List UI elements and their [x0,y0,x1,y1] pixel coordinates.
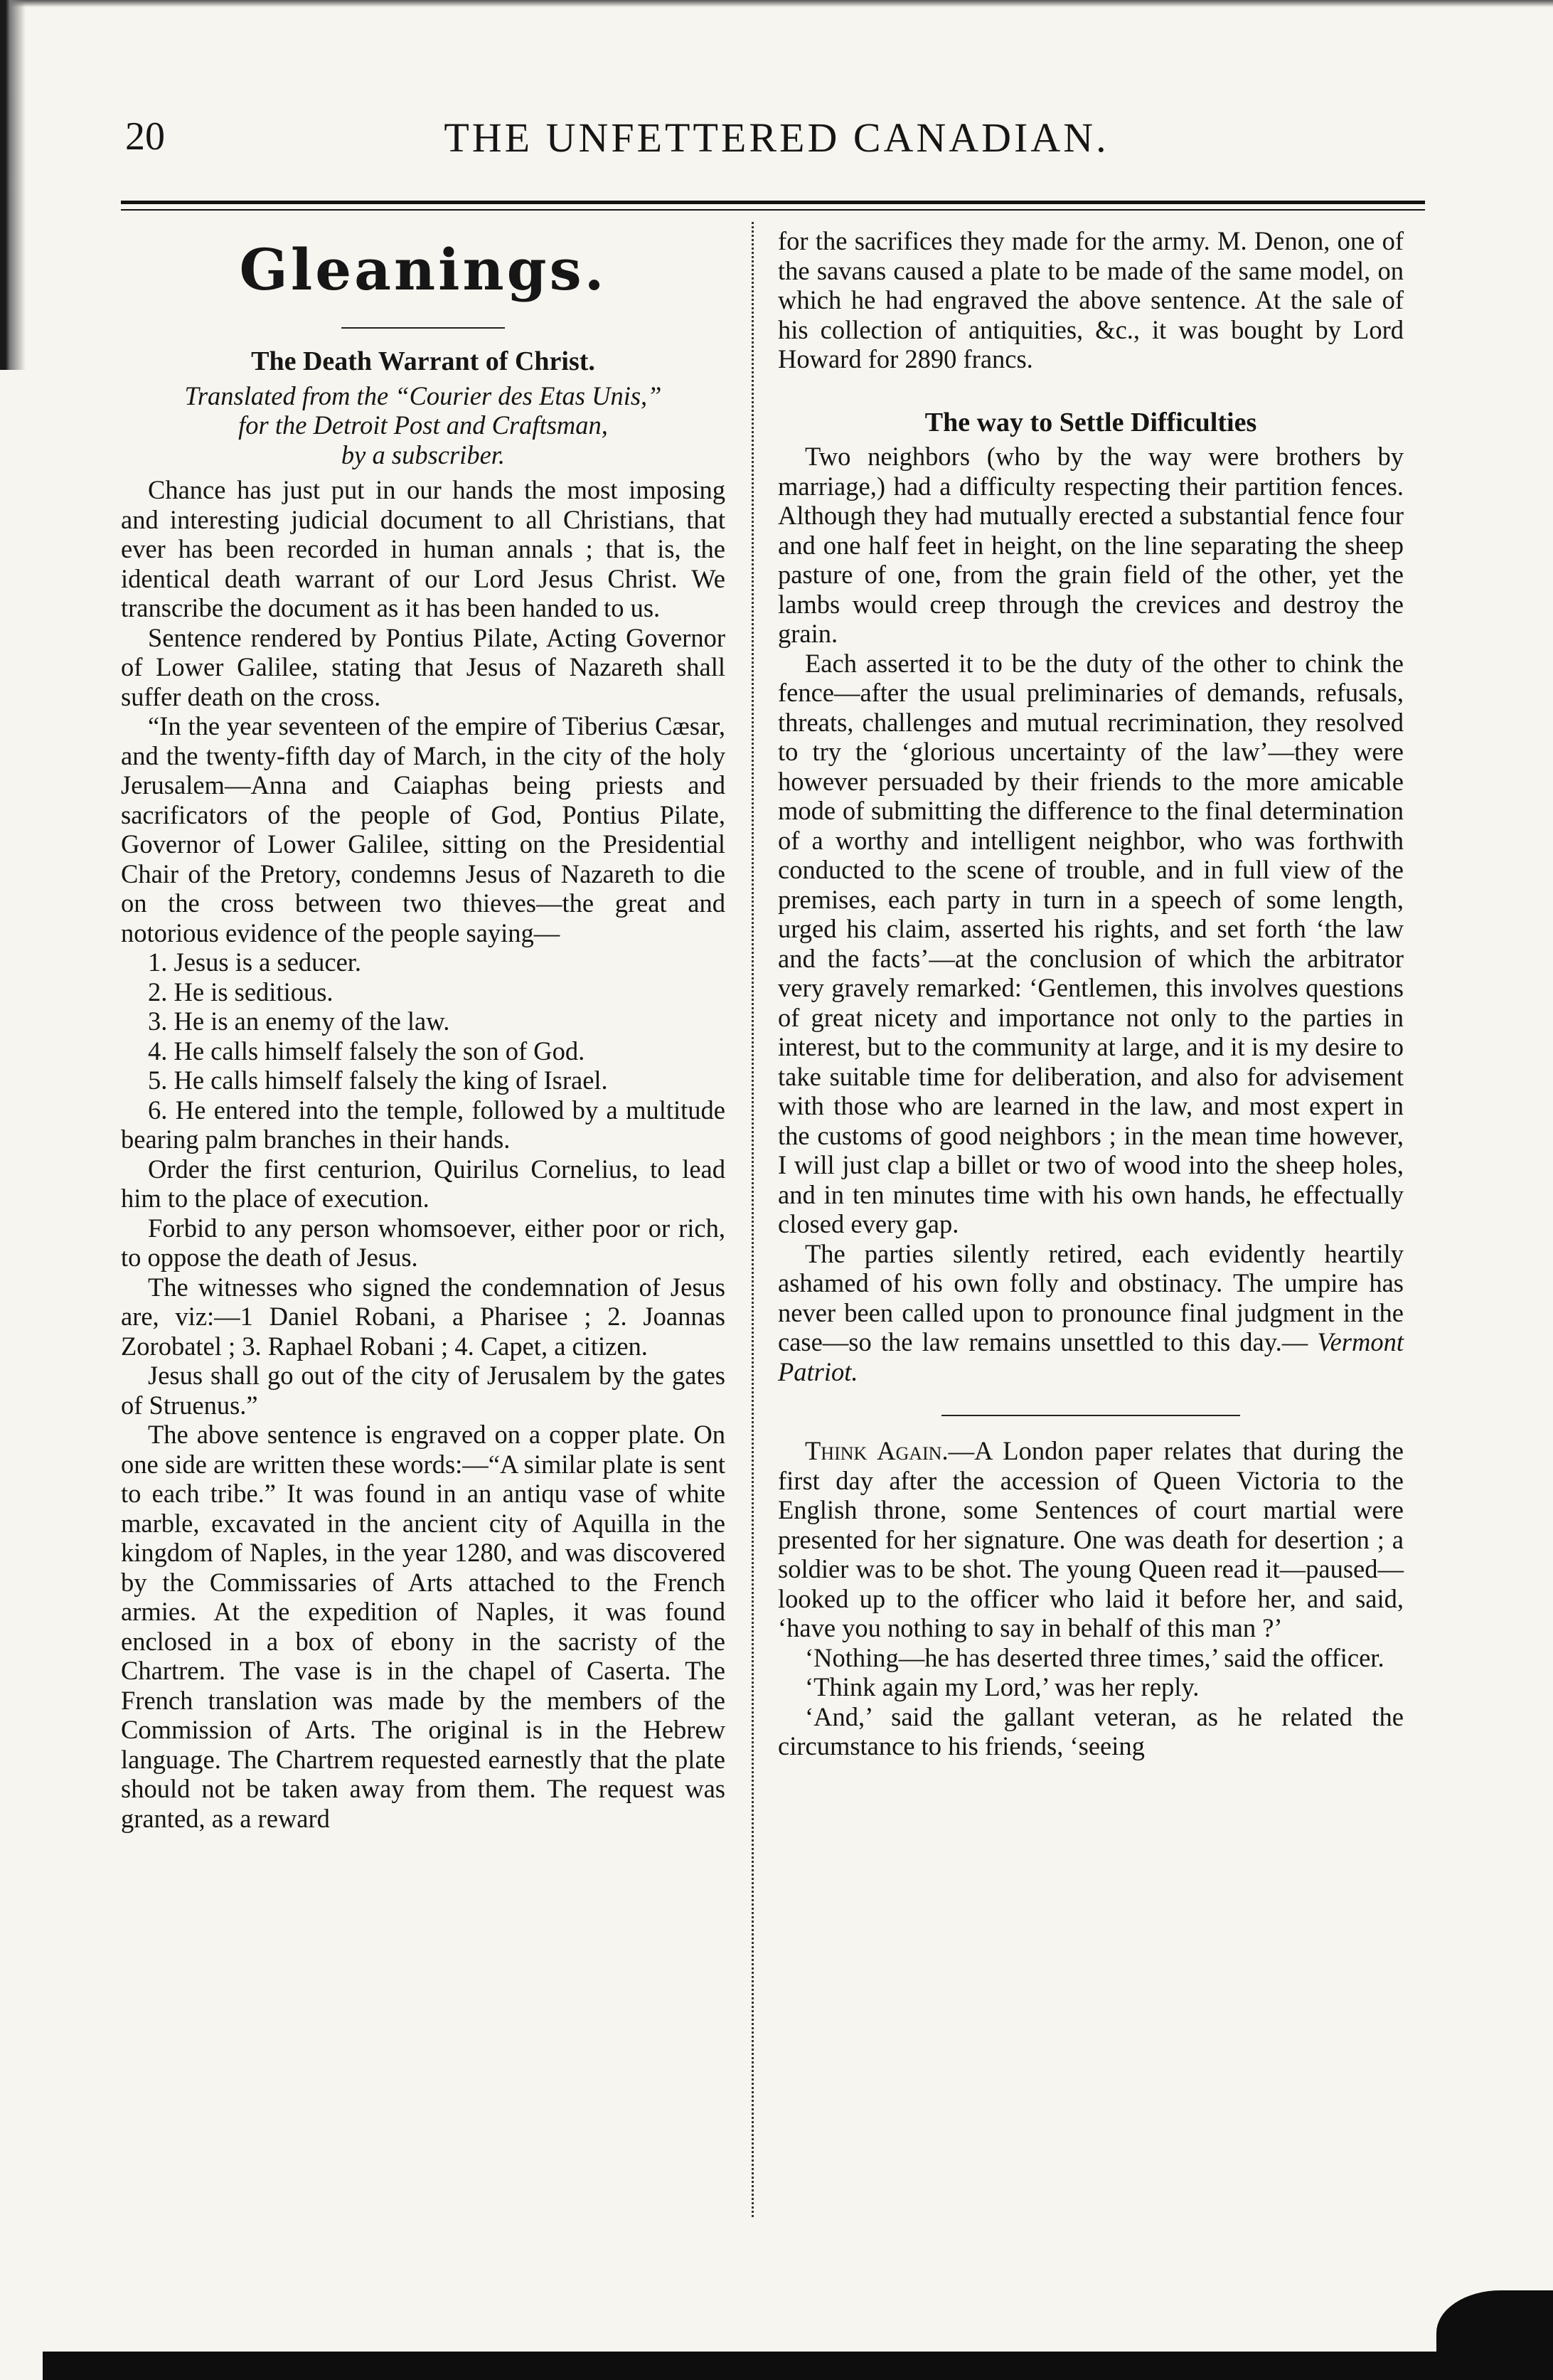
running-title: THE UNFETTERED CANADIAN. [444,115,1109,161]
continuation-paragraph: for the sacrifices they made for the army. M. Denon, one of the savans caused a plate to be made of the same model, on which he had engraved the above sentence. At the sale of his collection of antiquities, &c., it was bought by Lord Howard for 2890 francs. [778,226,1404,373]
charge-item: 4. He calls himself falsely the son of God. [148,1036,585,1066]
think-again-lead: Think Again. [805,1436,949,1465]
sentence-paragraph: Sentence rendered by Pontius Pilate, Acting Governor of Lower Galilee, stating that Jesus of Nazareth shall suffer death on the cross. [121,622,725,711]
article-separator-rule [941,1415,1240,1416]
decree-paragraph: “In the year seventeen of the empire of Tiberius Cæsar, and the twenty-fifth day of March, in the city of the holy Jerusalem—Anna and Caiaphas being priests and sacrificators of the people of God, Pontius Pilate, Governor of Lower Galilee, sitting on the Presidential Chair of the Pretory, condemns Jesus of Nazareth to die on the cross between two thieves—the great and notorious evidence of the people saying— [121,711,725,947]
credit-line-1: Translated from the “Courier des Etas Unis,” [184,381,662,410]
article-title-difficulties: The way to Settle Difficulties [924,407,1257,437]
section-heading: Gleanings. [239,236,607,303]
difficulties-paragraph-2: Each asserted it to be the duty of the other to chink the fence—after the usual preliminaries of demands, refusals, threats, challenges and mutual recrimination, they resolved to try the ‘glorious uncertainty of the law’—they were however persuaded by their friends to the more amicable mode of submitting the difference to the final determination of a worthy and intelligent neighbor, who was forthwith conducted to the scene of trouble, and in full view of the premises, each party in turn in a speech of some length, urged his claim, asserted his rights, and set forth ‘the law and the facts’—at the conclusion of which the arbitrator very gravely remarked: ‘Gentlemen, this involves questions of great nicety and importance not only to the parties in interest, but to the community at large, and it is my desire to take suitable time for deliberation, and also for advisement with those who are learned in the law, and most expert in the customs of good neighbors ; in the mean time however, I will just clap a billet or two of wood into the sheep holes, and in ten minutes time with his own hands, he effectually closed every gap. [778,648,1404,1238]
heading-rule [341,327,505,329]
think-again-p1-text: —A London paper relates that during the first day after the accession of Queen Victoria to the English throne, some Sentences of court martial were presented for her signature. One was death for desertion ; a soldier was to be shot. The young Queen read it—paused—looked up to the officer who laid it before her, and said, ‘have you nothing to say in behalf of this man ?’ [778,1436,1404,1642]
scan-edge-top [0,0,1553,7]
charge-item: 2. He is seditious. [148,977,333,1006]
order-paragraph: Order the first centurion, Quirilus Cornelius, to lead him to the place of execution. [121,1154,725,1213]
gates-paragraph: Jesus shall go out of the city of Jerusalem by the gates of Struenus.” [121,1361,725,1420]
charge-item: 3. He is an enemy of the law. [148,1006,450,1036]
header-rule-thin [121,209,1425,211]
charge-item: 1. Jesus is a seducer. [148,947,362,977]
charge-item: 5. He calls himself falsely the king of Israel. [148,1066,608,1095]
article-title-death-warrant: The Death Warrant of Christ. [251,346,595,376]
header-rule-thick [121,201,1425,204]
difficulties-source: Vermont Patriot. [778,1327,1404,1386]
spacer [778,374,1404,403]
witnesses-paragraph: The witnesses who signed the condemnation of Jesus are, viz:—1 Daniel Robani, a Pharisee ; 2. Joannas Zorobatel ; 3. Raphael Robani ; 4. Capet, a citizen. [121,1272,725,1361]
difficulties-p3-text: The parties silently retired, each evidently heartily ashamed of his own folly and obstinacy. The umpire has never been called upon to pronounce final judgment in the case—so the law remains unsettled to this day.— [778,1238,1404,1356]
think-again-paragraph-1 [778,1436,1404,1643]
page-number: 20 [125,115,165,159]
left-column [121,226,725,1833]
forbid-paragraph: Forbid to any person whomsoever, either poor or rich, to oppose the death of Jesus. [121,1213,725,1272]
page-header [0,114,1553,171]
scan-edge-bottom [43,2352,1553,2380]
intro-paragraph: Chance has just put in our hands the most imposing and interesting judicial document to all Christians, that ever has been recorded in human annals ; that is, the identical death warrant of our Lord Jesus Christ. We transcribe the document as it has been handed to us. [121,475,725,622]
credit-line-3: by a subscriber. [341,440,506,469]
scan-edge-left [0,0,26,370]
column-divider [752,222,754,2217]
charge-item: 6. He entered into the temple, followed by a multitude bearing palm branches in their hands. [121,1095,725,1154]
translation-credit [121,381,725,470]
difficulties-paragraph-1: Two neighbors (who by the way were brothers by marriage,) had a difficulty respecting their partition fences. Although they had mutually erected a substantial fence four and one half feet in height, on the line separating the sheep pasture of one, from the grain field of the other, yet the lambs would creep through the crevices and destroy the grain. [778,442,1404,648]
think-again-paragraph-2: ‘Nothing—he has deserted three times,’ said the officer. [805,1642,1384,1672]
think-again-paragraph-3: ‘Think again my Lord,’ was her reply. [805,1672,1200,1701]
right-column [778,226,1404,1761]
scan-edge-corner [1436,2290,1553,2354]
engraved-paragraph: The above sentence is engraved on a copper plate. On one side are written these words:—“A similar plate is sent to each tribe.” It was found in an antiqu vase of white marble, excavated in the ancient city of Aquilla in the kingdom of Naples, in the year 1280, and was discovered by the Commissaries of Arts attached to the French armies. At the expedition of Naples, it was found enclosed in a box of ebony in the sacristy of the Chartrem. The vase is in the chapel of Caserta. The French translation was made by the members of the Commission of Arts. The original is in the Hebrew language. The Chartrem requested earnestly that the plate should not be taken away from them. The request was granted, as a reward [121,1420,725,1833]
think-again-paragraph-4: ‘And,’ said the gallant veteran, as he related the circumstance to his friends, ‘seeing [778,1701,1404,1760]
difficulties-paragraph-3 [778,1239,1404,1387]
credit-line-2: for the Detroit Post and Craftsman, [238,410,608,440]
